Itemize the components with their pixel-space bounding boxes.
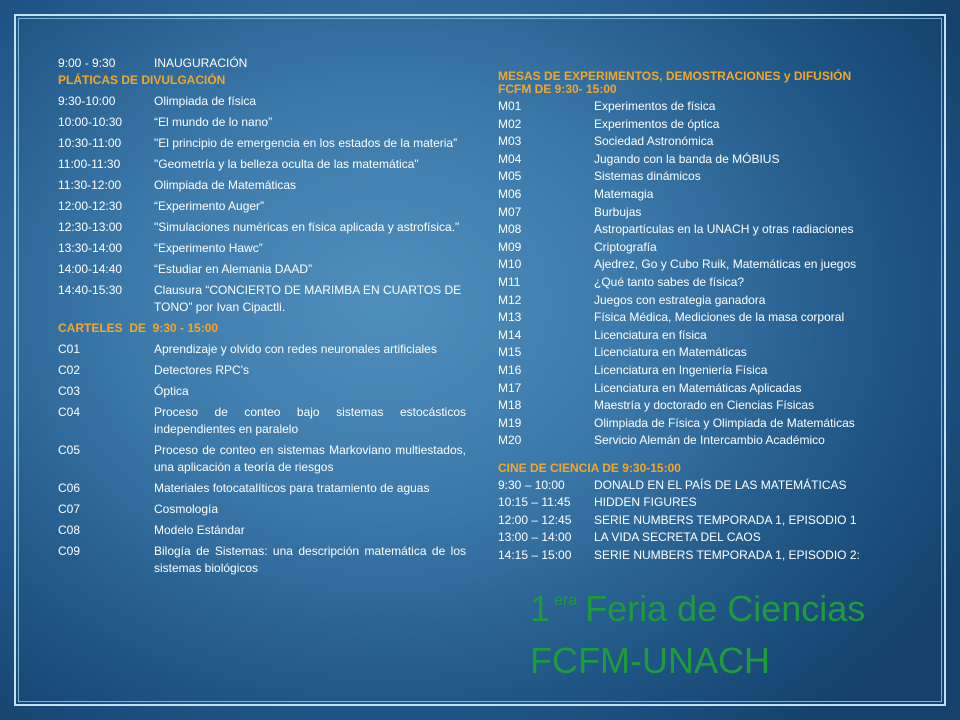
platicas-row	[58, 219, 466, 236]
mesas-code: M19	[498, 415, 522, 430]
mesas-code: M02	[498, 116, 522, 131]
platicas-heading: PLÁTICAS DE DIVULGACIÓN	[58, 73, 226, 87]
mesas-code: M17	[498, 380, 522, 395]
mesas-text: Criptografía	[594, 239, 657, 254]
cine-row	[498, 512, 898, 529]
cine-time: 10:15 – 11:45	[498, 495, 571, 510]
fair-subtitle: FCFM-UNACH	[530, 640, 770, 681]
mesas-text: Maestría y doctorado en Ciencias Físicas	[594, 398, 815, 413]
inauguracion-text: INAUGURACIÓN	[154, 56, 248, 70]
mesas-text: Licenciatura en Matemáticas	[594, 345, 747, 360]
platicas-time: 14:00-14:40	[58, 262, 123, 276]
mesas-row	[498, 239, 898, 257]
platicas-row	[58, 156, 466, 173]
cine-time: 12:00 – 12:45	[498, 512, 572, 527]
carteles-list	[58, 341, 466, 577]
mesas-row	[498, 274, 898, 292]
platicas-time: 14:40-15:30	[58, 283, 123, 297]
cine-text: SERIE NUMBERS TEMPORADA 1, EPISODIO 1	[594, 512, 857, 527]
fair-title-number: 1	[530, 588, 551, 629]
platicas-text: “El mundo de lo nano”	[154, 115, 273, 129]
mesas-code: M04	[498, 151, 522, 166]
mesas-text: Olimpiada de Física y Olimpiada de Matemáticas	[594, 415, 855, 430]
platicas-time: 13:30-14:00	[58, 241, 123, 255]
mesas-code: M06	[498, 186, 522, 201]
mesas-code: M05	[498, 169, 522, 184]
carteles-code: C08	[58, 523, 81, 537]
platicas-row	[58, 93, 466, 110]
mesas-row	[498, 151, 898, 169]
platicas-time: 11:30-12:00	[58, 178, 122, 192]
mesas-row	[498, 116, 898, 134]
mesas-text: Astropartículas en la UNACH y otras radiaciones	[594, 222, 854, 237]
carteles-code: C01	[58, 342, 81, 356]
inauguracion-time: 9:00 - 9:30	[58, 56, 116, 70]
carteles-code: C07	[58, 502, 81, 516]
carteles-row	[58, 543, 466, 577]
platicas-row	[58, 135, 466, 152]
mesas-row	[498, 327, 898, 345]
mesas-row	[498, 221, 898, 239]
cine-time: 9:30 – 10:00	[498, 477, 565, 492]
carteles-code: C09	[58, 544, 81, 558]
left-column	[58, 55, 466, 581]
mesas-text: Servicio Alemán de Intercambio Académico	[594, 433, 825, 448]
carteles-row	[58, 362, 466, 379]
carteles-code: C03	[58, 384, 81, 398]
carteles-row	[58, 404, 466, 438]
carteles-row	[58, 383, 466, 400]
mesas-code: M01	[498, 99, 522, 113]
mesas-code: M11	[498, 274, 521, 289]
mesas-text: Sociedad Astronómica	[594, 134, 714, 149]
mesas-heading-line1: MESAS DE EXPERIMENTOS, DEMOSTRACIONES y DIFUSIÓN	[498, 69, 852, 83]
platicas-text: Olimpiada de física	[154, 94, 257, 108]
mesas-text: Experimentos de óptica	[594, 116, 720, 131]
mesas-code: M13	[498, 310, 522, 325]
mesas-list	[498, 98, 898, 450]
mesas-row	[498, 362, 898, 380]
platicas-time: 9:30-10:00	[58, 94, 116, 108]
carteles-code: C06	[58, 481, 81, 495]
mesas-text: ¿Qué tanto sabes de física?	[594, 274, 745, 289]
platicas-row	[58, 282, 466, 316]
mesas-text: Licenciatura en física	[594, 327, 707, 342]
carteles-code: C04	[58, 405, 81, 419]
cine-row	[498, 494, 898, 511]
mesas-row	[498, 432, 898, 450]
cine-list	[498, 477, 898, 564]
mesas-text: Licenciatura en Matemáticas Aplicadas	[594, 380, 802, 395]
platicas-text: "Simulaciones numéricas en física aplicada y astrofísica."	[154, 220, 460, 234]
mesas-code: M20	[498, 433, 522, 448]
mesas-row	[498, 380, 898, 398]
mesas-row	[498, 168, 898, 186]
mesas-text: Ajedrez, Go y Cubo Ruik, Matemáticas en juegos	[594, 257, 857, 272]
cine-text: HIDDEN FIGURES	[594, 495, 697, 510]
mesas-text: Matemagia	[594, 186, 654, 201]
mesas-row	[498, 98, 898, 116]
cine-text: LA VIDA SECRETA DEL CAOS	[594, 530, 761, 545]
carteles-row	[58, 442, 466, 476]
carteles-text: Materiales fotocatalíticos para tratamiento de aguas	[154, 481, 430, 495]
fair-title-superscript: era	[554, 592, 578, 609]
cine-text: SERIE NUMBERS TEMPORADA 1, EPISODIO 2:	[594, 547, 860, 562]
mesas-row	[498, 415, 898, 433]
cine-time: 13:00 – 14:00	[498, 530, 572, 545]
carteles-text: Cosmología	[154, 502, 219, 516]
platicas-time: 10:00-10:30	[58, 115, 123, 129]
platicas-row	[58, 261, 466, 278]
platicas-time: 11:00-11:30	[58, 157, 121, 171]
carteles-text: Proceso de conteo en sistemas Markoviano multiestados, una aplicación a teoría de riesgos	[154, 443, 466, 474]
mesas-code: M10	[498, 257, 522, 272]
cine-text: DONALD EN EL PAÍS DE LAS MATEMÁTICAS	[594, 477, 847, 492]
fair-title	[530, 588, 865, 630]
platicas-time: 10:30-11:00	[58, 136, 122, 150]
mesas-row	[498, 133, 898, 151]
platicas-list	[58, 93, 466, 316]
mesas-code: M14	[498, 327, 522, 342]
mesas-code: M15	[498, 345, 522, 360]
mesas-text: Sistemas dinámicos	[594, 169, 701, 184]
mesas-code: M07	[498, 204, 522, 219]
platicas-row	[58, 240, 466, 257]
carteles-text: Detectores RPC's	[154, 363, 249, 377]
platicas-time: 12:30-13:00	[58, 220, 123, 234]
mesas-row	[498, 204, 898, 222]
platicas-text: “Experimento Auger”	[154, 199, 265, 213]
cine-row	[498, 529, 898, 546]
inauguracion-row	[58, 55, 466, 72]
mesas-text: Jugando con la banda de MÓBIUS	[594, 151, 780, 166]
cine-row	[498, 477, 898, 494]
carteles-heading: CARTELES DE 9:30 - 15:00	[58, 321, 219, 335]
carteles-text: Óptica	[154, 384, 189, 398]
platicas-row	[58, 114, 466, 131]
mesas-text: Burbujas	[594, 204, 642, 219]
fair-title-text: Feria de Ciencias	[585, 588, 866, 629]
mesas-row	[498, 397, 898, 415]
mesas-row	[498, 256, 898, 274]
carteles-row	[58, 501, 466, 518]
carteles-row	[58, 480, 466, 497]
platicas-text: “Estudiar en Alemania DAAD”	[154, 262, 313, 276]
mesas-row	[498, 309, 898, 327]
mesas-code: M16	[498, 362, 522, 377]
mesas-heading-line2: FCFM DE 9:30- 15:00	[498, 82, 617, 96]
mesas-code: M09	[498, 239, 522, 254]
mesas-row	[498, 344, 898, 362]
mesas-text: Física Médica, Mediciones de la masa corporal	[594, 310, 845, 325]
platicas-text: Olimpiada de Matemáticas	[154, 178, 297, 192]
carteles-text: Bilogía de Sistemas: una descripción matemática de los sistemas biológicos	[154, 544, 466, 575]
platicas-time: 12:00-12:30	[58, 199, 123, 213]
cine-heading: CINE DE CIENCIA DE 9:30-15:00	[498, 460, 681, 475]
carteles-text: Modelo Estándar	[154, 523, 245, 537]
mesas-code: M18	[498, 398, 522, 413]
carteles-row	[58, 522, 466, 539]
carteles-code: C05	[58, 443, 81, 457]
mesas-text: Licenciatura en Ingeniería Física	[594, 362, 768, 377]
mesas-row	[498, 292, 898, 310]
cine-row	[498, 547, 898, 564]
platicas-text: "El principio de emergencia en los estados de la materia”	[154, 136, 458, 150]
mesas-code: M08	[498, 222, 522, 237]
mesas-code: M03	[498, 134, 522, 149]
platicas-text: "Geometría y la belleza oculta de las matemática"	[154, 157, 419, 171]
mesas-code: M12	[498, 292, 522, 307]
carteles-row	[58, 341, 466, 358]
carteles-text: Proceso de conteo bajo sistemas estocásticos independientes en paralelo	[154, 405, 466, 436]
mesas-row	[498, 186, 898, 204]
mesas-text: Juegos con estrategia ganadora	[594, 292, 766, 307]
platicas-row	[58, 198, 466, 215]
carteles-text: Aprendizaje y olvido con redes neuronales artificiales	[154, 342, 437, 356]
right-column	[498, 70, 898, 564]
platicas-text: “Experimento Hawc”	[154, 241, 263, 255]
mesas-text: Experimentos de física	[594, 99, 716, 113]
carteles-code: C02	[58, 363, 81, 377]
platicas-text: Clausura “CONCIERTO DE MARIMBA EN CUARTOS DE TONO” por Ivan Cipactli.	[154, 283, 462, 314]
platicas-row	[58, 177, 466, 194]
cine-time: 14:15 – 15:00	[498, 547, 572, 562]
